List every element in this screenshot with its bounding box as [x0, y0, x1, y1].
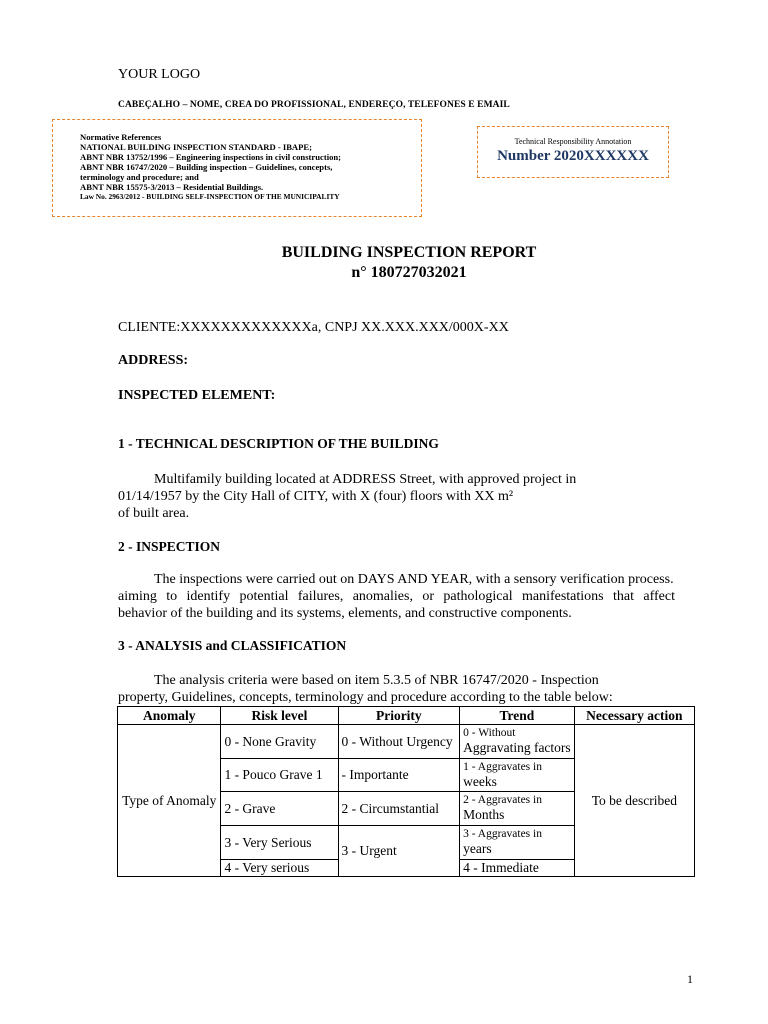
anomaly-type-cell: Type of Anomaly [118, 725, 221, 877]
normative-references-box [52, 119, 422, 217]
inspected-element-label: INSPECTED ELEMENT: [118, 388, 276, 403]
client-line: CLIENTE:XXXXXXXXXXXXXa, CNPJ XX.XXX.XXX/000X-XX [118, 320, 509, 335]
priority-cell: 0 - Without Urgency [338, 725, 460, 759]
risk-level-cell: 2 - Grave [221, 792, 338, 826]
section-heading-2: 2 - INSPECTION [118, 539, 221, 554]
column-header: Priority [338, 707, 460, 725]
trend-cell-line: 3 - Aggravates in [463, 828, 542, 840]
trend-cell-line: 2 - Aggravates in [463, 794, 542, 806]
trend-cell-line: years [463, 841, 492, 856]
trend-cell [460, 792, 575, 826]
paragraph-line: aiming to identify potential failures, anomalies, or pathological manifestations that affect [118, 589, 675, 604]
priority-cell: 2 - Circumstantial [338, 792, 460, 826]
paragraph-line: Multifamily building located at ADDRESS Street, with approved project in [154, 472, 577, 487]
section-2-paragraph [118, 571, 675, 622]
report-number: n° 180727032021 [351, 264, 467, 281]
trend-cell-line: Aggravating factors [463, 740, 571, 755]
section-3-paragraph [118, 672, 678, 706]
trend-cell-line: 1 - Aggravates in [463, 760, 542, 773]
trend-cell: 4 - Immediate [460, 860, 575, 877]
column-header: Necessary action [574, 707, 694, 725]
annotation-label: Technical Responsibility Annotation [514, 137, 632, 146]
trend-cell [460, 826, 575, 860]
section-1-paragraph [118, 471, 675, 522]
section-heading-3: 3 - ANALYSIS and CLASSIFICATION [118, 638, 347, 653]
trend-cell-line: Months [463, 807, 505, 822]
trend-cell [460, 759, 575, 792]
technical-responsibility-box [477, 126, 669, 178]
normative-reference-line: ABNT NBR 16747/2020 – Building inspection – Guidelines, concepts, [80, 162, 333, 172]
section-heading-1: 1 - TECHNICAL DESCRIPTION OF THE BUILDING [118, 436, 439, 451]
address-label: ADDRESS: [118, 353, 189, 368]
normative-reference-line: Law No. 2963/2012 - BUILDING SELF-INSPECTION OF THE MUNICIPALITY [80, 192, 340, 201]
normative-reference-line: NATIONAL BUILDING INSPECTION STANDARD - IBAPE; [80, 142, 312, 152]
trend-cell-line: 0 - Without [463, 727, 516, 739]
normative-reference-line: terminology and procedure; and [80, 172, 199, 182]
trend-cell [460, 725, 575, 759]
annotation-number: Number 2020XXXXXX [497, 148, 649, 164]
column-header: Trend [460, 707, 575, 725]
report-title: BUILDING INSPECTION REPORT [281, 244, 537, 261]
page-number: 1 [687, 972, 693, 986]
paragraph-line: The analysis criteria were based on item 5.3.5 of NBR 16747/2020 - Inspection [154, 673, 599, 688]
paragraph-line: property, Guidelines, concepts, terminology and procedure according to the table below: [118, 690, 613, 705]
paragraph-line: behavior of the building and its systems, elements, and constructive components. [118, 606, 572, 621]
normative-reference-line: ABNT NBR 15575-3/2013 – Residential Buildings. [80, 182, 264, 192]
logo-placeholder: YOUR LOGO [118, 67, 201, 82]
paragraph-line: 01/14/1957 by the City Hall of CITY, with X (four) floors with XX m² [118, 489, 514, 504]
normative-references-title: Normative References [80, 132, 162, 142]
risk-level-cell: 3 - Very Serious [221, 826, 338, 860]
letterhead-line: CABEÇALHO – NOME, CREA DO PROFISSIONAL, ENDEREÇO, TELEFONES E EMAIL [118, 100, 510, 110]
priority-cell: 3 - Urgent [338, 826, 460, 877]
risk-level-cell: 0 - None Gravity [221, 725, 338, 759]
priority-cell: - Importante [338, 759, 460, 792]
column-header: Anomaly [118, 707, 221, 725]
column-header: Risk level [221, 707, 338, 725]
paragraph-line: of built area. [118, 506, 190, 521]
table-header-row [118, 707, 695, 725]
risk-level-cell: 1 - Pouco Grave 1 [221, 759, 338, 792]
necessary-action-cell: To be described [574, 725, 694, 877]
paragraph-line: The inspections were carried out on DAYS AND YEAR, with a sensory verification process. [154, 572, 674, 587]
normative-reference-line: ABNT NBR 13752/1996 – Engineering inspections in civil construction; [80, 152, 342, 162]
trend-cell-line: weeks [463, 773, 497, 789]
table-row [118, 725, 695, 759]
classification-table [117, 706, 695, 877]
risk-level-cell: 4 - Very serious [221, 860, 338, 877]
